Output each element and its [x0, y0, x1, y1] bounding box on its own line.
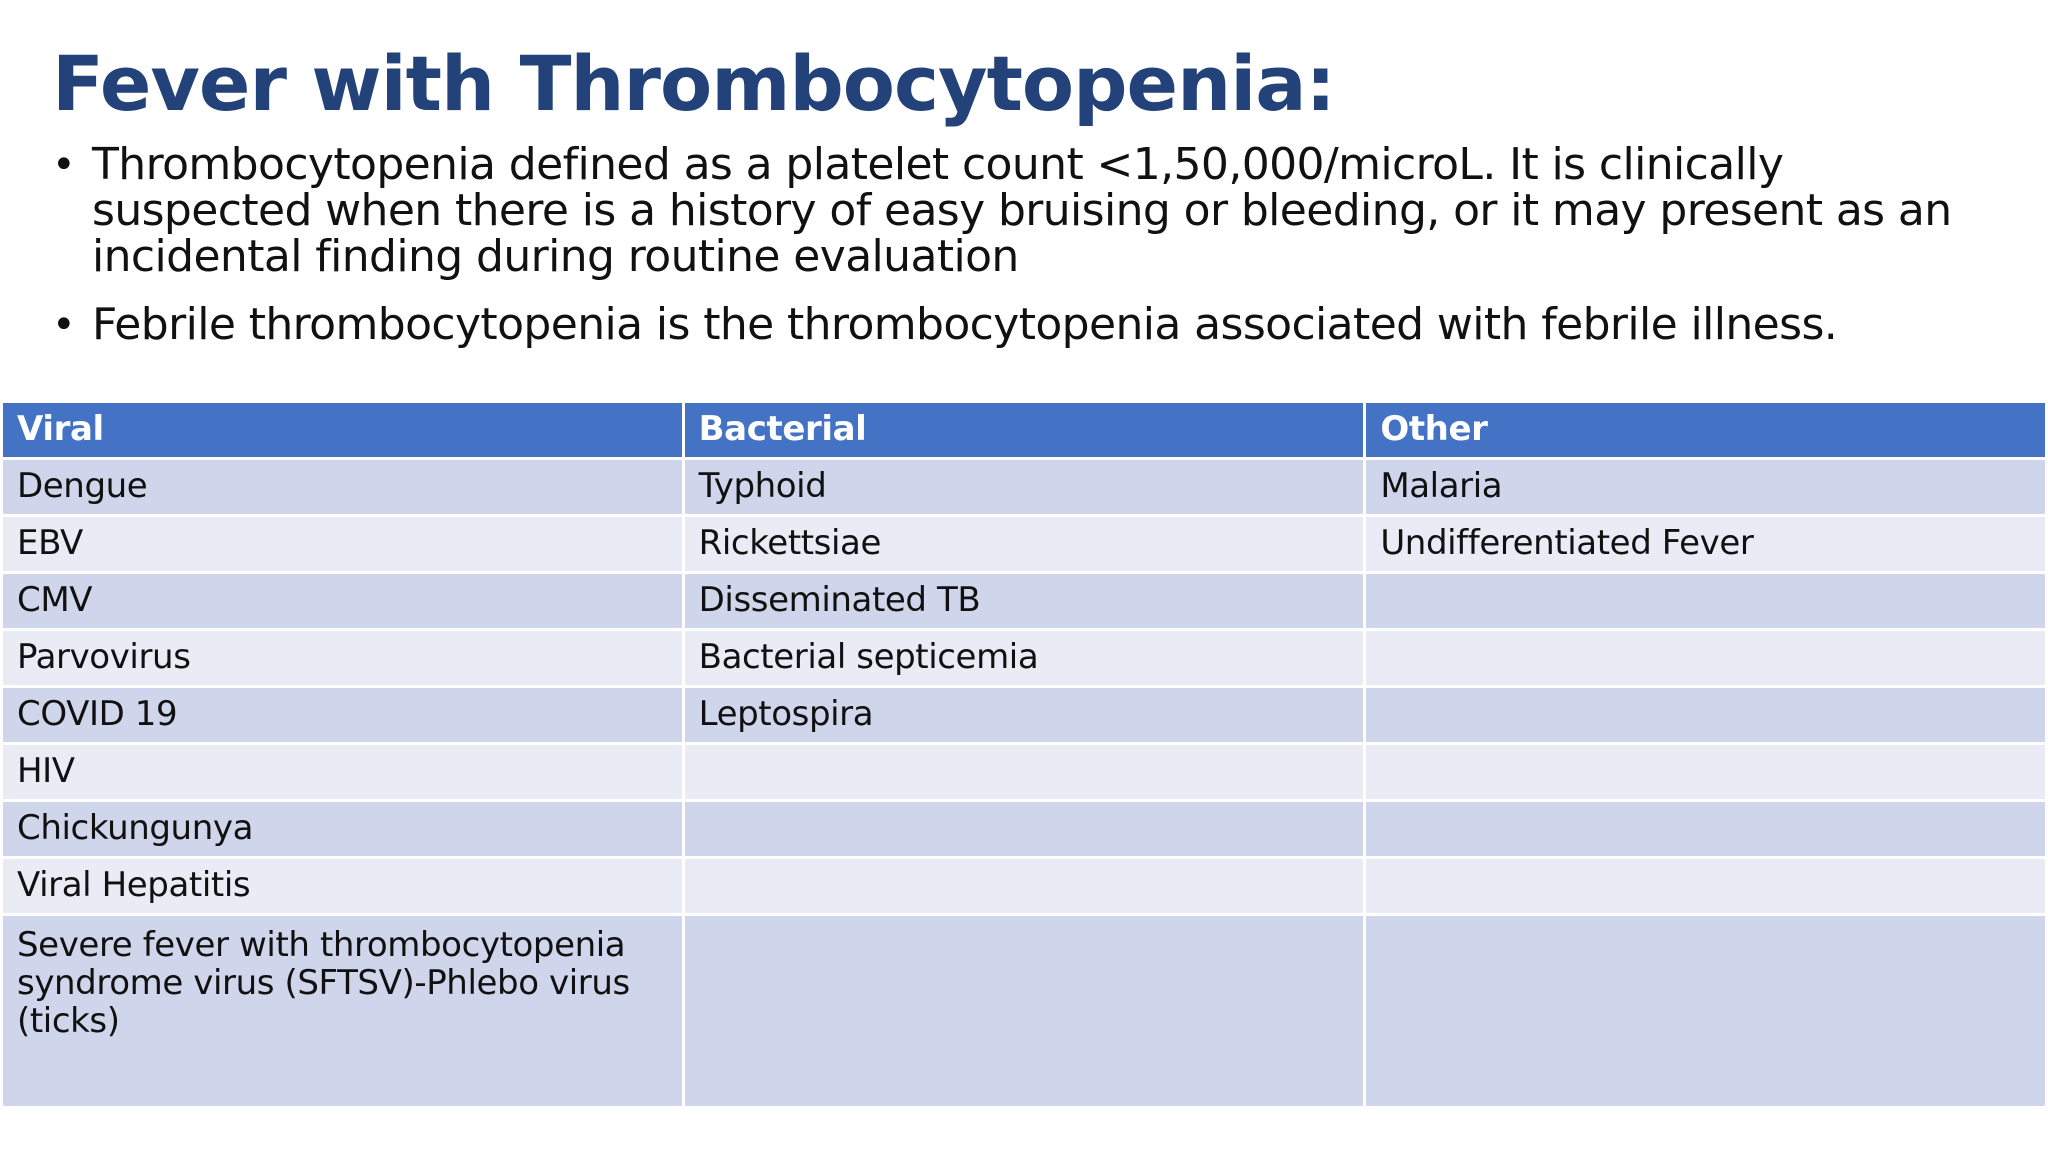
table-cell: HIV — [2, 744, 684, 801]
bullet-text: Thrombocytopenia defined as a platelet count <1,50,000/microL. It is clinically suspected when there is a history of easy bruising or bleeding, or it may present as an incidental finding during routine evaluation — [92, 139, 1952, 282]
table-cell — [683, 858, 1365, 915]
table-cell: Leptospira — [683, 687, 1365, 744]
table-cell — [683, 915, 1365, 1108]
table-cell: Typhoid — [683, 459, 1365, 516]
table-row — [2, 687, 2047, 744]
table-cell — [1365, 915, 2047, 1108]
causes-table — [0, 400, 2048, 1109]
table-cell: Bacterial septicemia — [683, 630, 1365, 687]
bullet-item — [52, 139, 2012, 282]
bullet-list — [52, 139, 2012, 350]
table-cell: Dengue — [2, 459, 684, 516]
table-cell: Rickettsiae — [683, 516, 1365, 573]
bullet-marker: • — [52, 302, 75, 348]
table-cell: Viral Hepatitis — [2, 858, 684, 915]
table-cell — [1365, 801, 2047, 858]
table-cell — [1365, 630, 2047, 687]
table-cell: Malaria — [1365, 459, 2047, 516]
table-cell — [683, 801, 1365, 858]
table-cell: Severe fever with thrombocytopenia syndrome virus (SFTSV)-Phlebo virus (ticks) — [2, 915, 684, 1108]
table-cell: Disseminated TB — [683, 573, 1365, 630]
table-row — [2, 459, 2047, 516]
table-cell: Undifferentiated Fever — [1365, 516, 2047, 573]
header-other: Other — [1365, 402, 2047, 459]
table-cell: CMV — [2, 573, 684, 630]
header-bacterial: Bacterial — [683, 402, 1365, 459]
bullet-item — [52, 299, 2012, 350]
table-row — [2, 858, 2047, 915]
table-cell — [683, 744, 1365, 801]
table-header-row — [2, 402, 2047, 459]
header-viral: Viral — [2, 402, 684, 459]
table-row — [2, 630, 2047, 687]
bullet-marker: • — [52, 142, 75, 188]
table-cell — [1365, 573, 2047, 630]
slide-title: Fever with Thrombocytopenia: — [52, 39, 1335, 128]
table-row — [2, 801, 2047, 858]
table-cell: Parvovirus — [2, 630, 684, 687]
table-row — [2, 744, 2047, 801]
table-cell: EBV — [2, 516, 684, 573]
table-row — [2, 516, 2047, 573]
table-cell: COVID 19 — [2, 687, 684, 744]
bullet-text: Febrile thrombocytopenia is the thrombocytopenia associated with febrile illness. — [92, 299, 1838, 350]
table-row — [2, 573, 2047, 630]
table-cell — [1365, 858, 2047, 915]
table-row — [2, 915, 2047, 1108]
table-cell — [1365, 687, 2047, 744]
table-cell: Chickungunya — [2, 801, 684, 858]
table-cell — [1365, 744, 2047, 801]
